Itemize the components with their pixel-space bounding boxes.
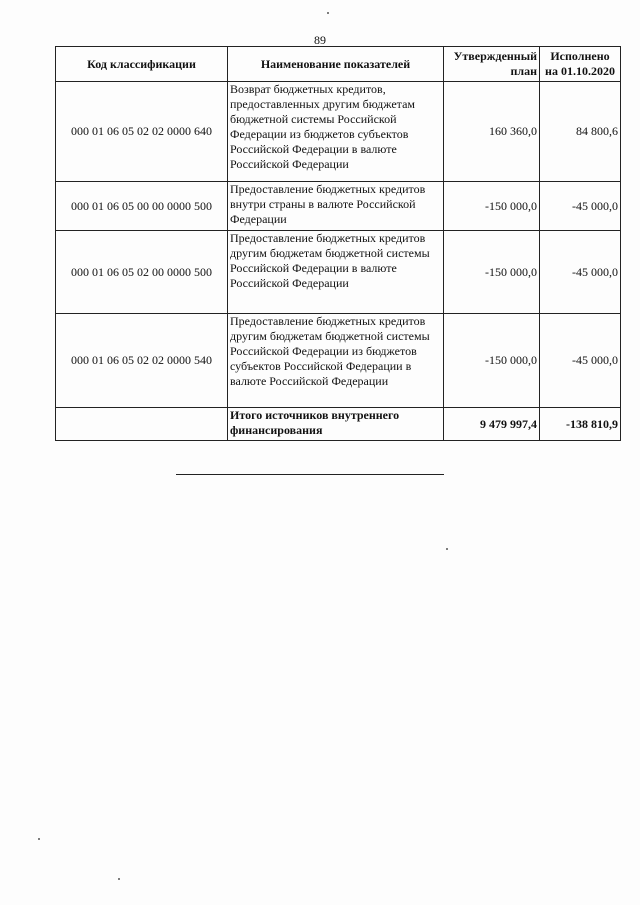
table-total-row — [56, 408, 621, 441]
total-plan: 9 479 997,4 — [444, 408, 540, 441]
table-row — [56, 182, 621, 231]
header-done-line1: Исполнено — [550, 49, 610, 63]
header-name: Наименование показателей — [228, 47, 444, 82]
scan-speck — [327, 12, 329, 14]
page-number: 89 — [314, 33, 326, 47]
header-done-line2: на 01.10.2020 — [545, 64, 615, 78]
table-row — [56, 82, 621, 182]
header-plan — [444, 47, 540, 82]
header-plan-line2: план — [510, 64, 537, 78]
header-plan-line1: Утвержденный — [453, 49, 537, 63]
row-plan: -150 000,0 — [444, 182, 540, 231]
table-row — [56, 314, 621, 408]
row-name: Предоставление бюджетных кредитов внутри страны в валюте Российской Федерации — [228, 182, 444, 231]
table-row — [56, 231, 621, 314]
scan-speck — [38, 838, 40, 840]
row-plan: -150 000,0 — [444, 231, 540, 314]
row-done: 84 800,6 — [540, 82, 621, 182]
total-done: -138 810,9 — [540, 408, 621, 441]
signature-line — [176, 474, 444, 475]
row-done: -45 000,0 — [540, 314, 621, 408]
table-header-row — [56, 47, 621, 82]
scan-speck — [118, 878, 120, 880]
row-code: 000 01 06 05 02 00 0000 500 — [56, 231, 228, 314]
row-code: 000 01 06 05 00 00 0000 500 — [56, 182, 228, 231]
row-name: Возврат бюджетных кредитов, предоставленных другим бюджетам бюджетной системы Российской Федерации из бюджетов субъектов Российской Федерации в валюте Российской Федерации — [228, 82, 444, 182]
row-code: 000 01 06 05 02 02 0000 640 — [56, 82, 228, 182]
row-plan: 160 360,0 — [444, 82, 540, 182]
row-done: -45 000,0 — [540, 182, 621, 231]
scan-speck — [446, 548, 448, 550]
row-name: Предоставление бюджетных кредитов другим бюджетам бюджетной системы Российской Федерации из бюджетов субъектов Российской Федерации в валюте Российской Федерации — [228, 314, 444, 408]
total-code — [56, 408, 228, 441]
budget-table — [55, 46, 621, 441]
total-name: Итого источников внутреннего финансирования — [228, 408, 444, 441]
row-plan: -150 000,0 — [444, 314, 540, 408]
row-code: 000 01 06 05 02 02 0000 540 — [56, 314, 228, 408]
row-name: Предоставление бюджетных кредитов другим бюджетам бюджетной системы Российской Федерации в валюте Российской Федерации — [228, 231, 444, 314]
row-done: -45 000,0 — [540, 231, 621, 314]
header-code: Код классификации — [56, 47, 228, 82]
header-done — [540, 47, 621, 82]
